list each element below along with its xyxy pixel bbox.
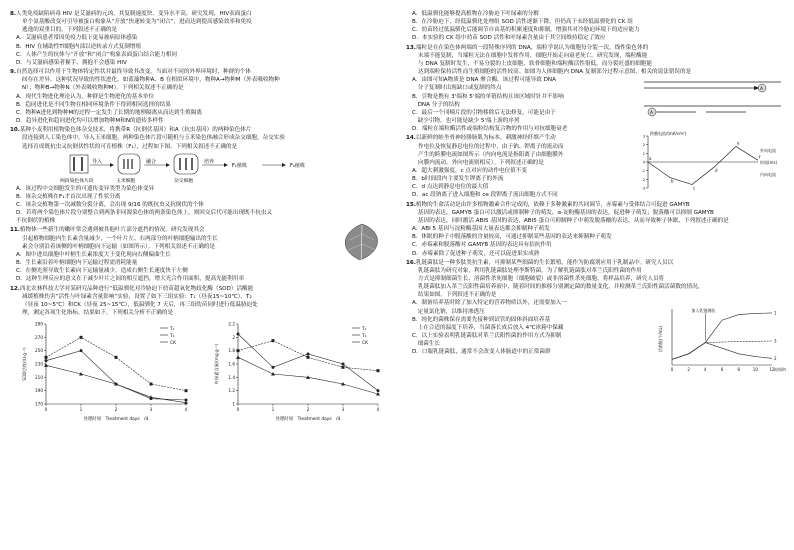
arrow-label: 导入 [92, 158, 103, 165]
point-label: b [671, 178, 674, 184]
sod-chart [18, 318, 203, 424]
x-tick-label: 4 [376, 407, 380, 413]
y-axis-label: SOD活性/(U·g⁻¹) [22, 347, 27, 381]
question-15 [406, 201, 786, 258]
data-point [45, 359, 48, 362]
time-label: 时间(ms) [760, 160, 778, 166]
data-point [237, 349, 240, 352]
series-line [238, 334, 378, 391]
question-stem: 端粒是在在染色体两端的一段特殊序列的 DNA，端粒学说认为细胞每分裂一次，线性染色体的 [415, 44, 649, 51]
legend-label: CK [170, 341, 176, 347]
question-stem: N）；物种B→物种N（外表吸收物种M）。下列相关叙述不正确的是 [22, 85, 184, 92]
q12-charts [10, 318, 390, 424]
outward-label: 外向电流 [760, 148, 776, 154]
option-b: B．HIV 在辅助性T细胞内部以逆转录方式复制增殖 [16, 43, 141, 50]
data-point [307, 356, 310, 359]
question-10 [10, 126, 390, 225]
legend-label: CK [362, 341, 368, 347]
option-b: B．生长素沿着叶柄细胞内下运输过程需消耗能量 [16, 260, 138, 267]
question-stem: 素会分别沿着该侧的叶柄细胞向下运输（如图所示）。下列相关叙述不正确的是 [22, 243, 215, 250]
question-stem: 乳链菌肽加入革兰氏阳性菌培养液中，随着时间的推移分别测定菌的数量变化，并检测革兰氏阳性菌活菌数的情况， [418, 284, 704, 291]
option-b: B．纯化的菌株保存需要先接种到试管的固体斜面培养基 [412, 316, 551, 323]
option-b: B．趋同进化是不同生物在相同环境条件下得到相同选择的结果 [16, 101, 171, 108]
question-9 [10, 68, 390, 125]
question-stem: 逃逸的双重目的。下列叙述不正确的是 [22, 27, 118, 34]
chlorophyll-chart [210, 318, 395, 424]
question-number: 9. [10, 69, 17, 76]
x-axis-label: 时间/h [774, 366, 786, 372]
option-a: A．ABI 5 基因与淀粉酶基因大量表达都会抑制种子萌发 [412, 226, 550, 233]
x-tick-label: 2 [306, 407, 310, 413]
leaf-figure [336, 222, 388, 268]
result-label: F₂植株 [290, 162, 305, 169]
y-tick-label: 270 [35, 334, 43, 340]
x-tick-label: 1 [271, 407, 275, 413]
data-point [236, 355, 240, 359]
question-number: 12. [10, 285, 20, 292]
question-stem: 某种小麦利用植物染色体杂交技术，将携带R（抗倒伏基因）和A（抗虫基因）的两种染色体片 [19, 127, 252, 134]
series-line [672, 342, 772, 359]
option-d: D．赤霉素除了促进种子萌发，还可以促进果实成熟 [412, 250, 540, 257]
y-tick-label: 2 [642, 143, 645, 148]
question-stem: 向膜内流动，外向电流则相反）。下列叙述正确的是 [418, 159, 544, 166]
arrow-head [110, 163, 114, 167]
x-tick-label: 6 [720, 366, 724, 372]
option-b: B．该杂交植株在F₁才首次出现了性状分离 [16, 193, 121, 200]
arrow-label: 培养 [204, 158, 215, 165]
y-tick-label: 170 [35, 401, 43, 407]
y-tick-label: 290 [35, 321, 43, 327]
question-number: 13. [406, 44, 416, 51]
hybridization-svg [10, 151, 390, 185]
x-tick-label: 4 [184, 407, 188, 413]
question-stem: 乳链菌肽为研究对象，利用乳链菌肽处理李斯特菌，为了解乳链菌肽对革兰氏阳性菌的作用 [418, 267, 642, 274]
question-stem: 方式是抑制细菌生长、溶菌性杀死细胞（细胞破裂）或非溶菌性杀死细胞，将样品培养，研究人员将 [418, 276, 665, 282]
legend-label: T₁ [362, 327, 367, 333]
question-stem: 乳链菌肽是一种多肽类抗生素，可抑制某些细菌的生长繁殖，能作为防腐剂应用于乳制品中。研究人员以 [415, 259, 674, 266]
option-c: C．人体产生的抗体与“开放”和“闭合”构象表面蛋白结合能力相同 [16, 51, 177, 58]
question-number: 10. [10, 127, 20, 134]
data-point [271, 372, 275, 376]
x-tick-label: 12 [769, 366, 775, 372]
question-stem: 自然选择可以作用于生物体特定性状并最终导致其改变。当面对不同的外界环境时，种群的个体 [16, 69, 251, 76]
x-axis-label: 处理时间 Treatment days /d [83, 417, 149, 423]
question-number: 15. [406, 201, 416, 208]
question-number: 16. [406, 259, 416, 266]
y-tick-label: 2 [232, 334, 235, 340]
option-c: C．最后一个冈崎片段的引物移除后无法修复，可能是由于 [412, 109, 556, 116]
option-c: C．赤霉素和脱落酸对 GAMYB 基因的表达具有拮抗作用 [412, 242, 552, 249]
series-label: 3 [774, 338, 777, 344]
data-point [80, 336, 83, 339]
question-13 [406, 44, 786, 137]
option-a: A．低温驯化能够提高植物在冷胁迫下叶绿素的分解 [412, 11, 539, 17]
question-12 [10, 285, 390, 318]
option-d-cont: 不抗倒伏的植株 [16, 218, 56, 225]
y-tick-label: 230 [35, 361, 43, 367]
x-tick-label: 3 [341, 407, 345, 413]
y-tick-label: 1.8 [228, 348, 235, 354]
question-stem: 基因的表达，GAMYB 蛋白可以激活或抑制种子的萌发，α-淀粉酶基因的表达，促进种子萌发；脱落酸可以抑制 GAMYB [418, 209, 714, 216]
question-number: 14. [406, 135, 416, 142]
legend-label: T₁ [170, 327, 175, 333]
series-label: 1 [774, 310, 777, 316]
option-c: C．在侧光照导致生长素向下运输量减少，造成右侧生长速度快于左侧 [16, 268, 188, 275]
inward-label: 内向电流 [760, 172, 776, 178]
question-8 [10, 10, 390, 67]
option-d: D．本实验的 CK 组中幼苗 SOD 活性和叶绿素含量由于其空间维持稳定了效应 [412, 35, 606, 42]
data-point [342, 363, 345, 366]
result-label: F₁植株 [232, 162, 247, 169]
series-line [672, 313, 772, 359]
x-tick-label: 0 [236, 407, 240, 413]
hybridization-diagram [10, 151, 390, 185]
y-tick-label: 1.4 [228, 374, 235, 380]
option-b-cont: 上在合适的温度下培养，当菌落长成后放入 4℃冰箱中保藏 [412, 324, 564, 331]
option-c-cont: 细菌生长 [412, 341, 440, 348]
option-d: D．这种生理反应的意义在于减少叶片之间的相互遮挡，增大光合作用面积，提高光能利用率 [16, 276, 245, 283]
enzyme-label: A [650, 110, 654, 116]
option-c: C．以上实验表明乳链菌肽对革兰氏阳性菌的作用方式为抑制 [412, 333, 562, 340]
y-axis-label: 跨膜电流/(mA/cm²) [650, 131, 687, 137]
right-column [406, 10, 786, 372]
option-b: B．休眠的种子中脱落酸的含量较高，可通过抑制某些基因的表达来抑制种子萌发 [412, 234, 612, 241]
x-tick-label: 10 [752, 366, 758, 372]
option-c: C．d 点达到静息电位的最大值 [412, 184, 489, 191]
point-label: f [759, 154, 761, 160]
option-c: C．物种A进化到物种M的过程一定发生了长期的地理隔离从而达到生殖隔离 [16, 109, 202, 116]
series-line [238, 341, 378, 371]
y-tick-label: 2.2 [228, 321, 235, 327]
question-stem: 作电位及恢复静息电位的过程中，由于钠、钾离子的流动而 [418, 143, 564, 150]
y-tick-label: 1.2 [228, 388, 235, 394]
option-c: C．幼苗经过低温驯化后能调节自由基的积累速度和抑制，增强其对冷胁迫环境下的适应能力 [412, 27, 640, 34]
arrow-head [224, 163, 228, 167]
left-column [10, 10, 390, 424]
y-tick-label: 1.6 [228, 361, 235, 367]
x-tick-label: 3 [149, 407, 153, 413]
option-c: C．该杂交植物第一次减数分裂分离，会出现 9/16 的既抗虫又抗倒伏的个体 [16, 201, 204, 208]
question-stem: 与 DNA 复制时发生，不易分裂的上皮细胞，软骨细胞和端粒酶活性很低，而分裂旺盛的细胞能 [418, 60, 653, 67]
y-tick-label: 1 [642, 152, 645, 157]
option-d: D．与艾滋病感染者握手、拥抱不会感染 HIV [16, 59, 127, 66]
figure-caption: 两段染色体片段 [60, 178, 94, 184]
legend-label: T₂ [170, 334, 175, 340]
question-stem: 末端不能复制，当端粒无法在细胞中发挥作用，细胞开始走向衰老死亡。研究发现，端粒酶能 [418, 52, 648, 59]
question-stem: 选择育成既抗虫又抗倒伏性状的可育植株（F₁），过程如下图。下列相关叙述不正确的是 [22, 143, 238, 150]
data-point [377, 389, 380, 392]
question-stem: 达到端粒保持活性而生殖细胞的活性较高。如图为人体细胞内 DNA 复制部分过程示意图，相关的说法错误的是 [418, 69, 692, 76]
point-label: d [715, 168, 718, 174]
bacteria-count-chart [656, 303, 786, 379]
data-point [45, 356, 48, 359]
figure-caption: 杂交细胞 [174, 178, 194, 184]
y-tick-label: -1 [641, 169, 645, 174]
option-d: D．若将两个染色体片段分别整合到两条非同源染色体的两条染色体上，则回交后代可能出现既不抗虫又 [16, 210, 273, 217]
option-a: A．艾滋病患者常因免疫力低下更易被病原体感染 [16, 35, 138, 42]
question-stem: 植物的生命活动是由许多植物激素合作完成的，依赖于多种激素的共同调节，赤霉素与受体结合可促进 GAMYB [415, 201, 690, 208]
question-stem: 以新鲜的蛙坐骨神经腓肠肌为标本，刺激神经纤维产生动 [415, 135, 556, 142]
data-point [150, 383, 153, 386]
membrane-current-chart [636, 130, 786, 196]
y-tick-label: 210 [35, 374, 43, 380]
question-stem: 单个氨基酸改变可引导被蛋白构象从“开放”快速转变为“闭合”，进而达到提高感染效率和免疫 [22, 19, 252, 26]
option-a: A．超大刺激强度，c 点对应的动作电位值不变 [412, 167, 527, 174]
option-a: A．制备培养基时除了加入特定的营养物质以外，还需要加入一 [412, 300, 567, 307]
arrow-head [166, 163, 170, 167]
question-stem: 植物体一些新生的嫩叶常会遇到被其他叶片部分遮挡的情况。研究发现其会 [19, 227, 205, 234]
point-label: e [737, 140, 740, 146]
option-a-cont: 定量氯化钠，以维持渗透压 [412, 308, 485, 315]
question-12-options [406, 10, 786, 43]
question-number: 11. [10, 227, 20, 234]
option-a: A．图中进出细胞中叶柄生长素浓度大于变化现向右侧偏曲生长 [16, 251, 171, 258]
y-axis-label: 活菌数(个/mL) [658, 325, 663, 352]
question-stem: 引起植物细胞内生长素含量减少，一个叶片左、右两部分的叶柄细胞输出的生长 [22, 235, 218, 242]
legend-label: T₂ [362, 334, 367, 340]
x-tick-label: 2 [687, 366, 690, 372]
y-tick-label: 190 [35, 388, 43, 394]
data-point [342, 366, 345, 369]
data-point [237, 333, 240, 336]
y-tick-label: 3 [642, 134, 645, 139]
question-stem: 间存在差异。这种状况导致的性状进化，如蓝藻物种A、B 在相似环境中，物种A→物种M（外表吸收物种 [22, 77, 280, 84]
data-point [272, 366, 275, 369]
series-label: 2 [774, 355, 777, 361]
option-a-cont: 分子复制时出现缺口或复制的终点 [412, 85, 502, 92]
question-stem: 减缓植株伤害”活性与叶绿素含量影响”实验，设置了如下三组实验：T₁（昼夜15~10℃）、T₂ [22, 293, 252, 300]
option-a: A．由图可知A物质是 DNA 聚合酶，该过程可能导致 DNA [412, 77, 556, 84]
option-b: B．引物是携有 3'端和 5'端的单链结构且该区域时针并不影响 [412, 93, 564, 100]
data-point [307, 353, 310, 356]
question-stem: 结果如图。下列叙述不正确的是 [418, 292, 497, 299]
x-tick-label: 2 [114, 407, 118, 413]
x-tick-label: 0 [670, 366, 674, 372]
option-b: B．b时间段内主要发生钾离子的外流 [412, 176, 504, 183]
question-number: 8. [10, 11, 17, 17]
question-16 [406, 259, 786, 372]
question-stem: 理，测定各项生化指标，结果如下。下列相关分析不正确的是 [22, 310, 174, 316]
data-point [185, 389, 188, 392]
option-d: D．端粒在端粒酶活性或端粒结构复合物的作用与对抗细胞衰老 [412, 126, 568, 133]
point-label: a [649, 156, 652, 162]
question-stem: 西北农林科技大学对某研究品种进行“低温驯化对冷胁迫下幼苗超氧化物歧化酶（SOD）活酶能 [19, 285, 254, 292]
y-tick-label: -3 [641, 186, 645, 191]
x-tick-label: 0 [44, 407, 48, 413]
arrow-label: 融合 [146, 158, 157, 165]
option-a: A．现代生物进化理论认为，种群是生物进化的基本单位 [16, 93, 155, 100]
current-curve [648, 147, 758, 185]
data-point [272, 339, 275, 342]
added-label: 加入乳链菌肽 [691, 307, 716, 313]
y-tick-label: 250 [35, 348, 43, 354]
option-d: D．口服乳链菌肽，通常不会改变人体肠道中的正常菌群 [412, 349, 551, 356]
data-point [80, 349, 83, 352]
option-a: A．该过程中交细胞发生的可遗传变异类型为染色体变异 [16, 185, 155, 192]
enzyme-label: A [760, 86, 764, 92]
y-tick-label: 0 [642, 160, 645, 165]
option-b: B．在冷胁迫下，经低温驯化处理组 SOD 活性逐渐下降，但仍高于未经低温驯化的 CK 组 [412, 19, 633, 26]
x-tick-label: 8 [737, 366, 740, 372]
question-14 [406, 131, 786, 199]
question-stem: 段连接到人工染色体中，导入玉米细胞。两种染色体片段可随机与玉米染色体融合形成杂交细胞，杂交实验 [22, 135, 285, 142]
data-point [115, 356, 118, 359]
option-c-cont: 缺少引物，也可能是缺少 5'端上游的序列 [412, 118, 520, 125]
data-point [377, 369, 380, 372]
question-stem: （昼夜 10~5℃）和CK（昼夜 25~15℃），低温驯化 7 天后，再三组幼苗同时进行低温胁迫处 [22, 301, 258, 308]
corn-cell [118, 154, 140, 174]
x-tick-label: 4 [704, 366, 707, 372]
fragment-box [70, 155, 88, 173]
option-d: D．趋异进化和趋同进化均可以增加物种M和N的遗传多样性 [16, 118, 164, 125]
y-tick-label: -2 [641, 178, 645, 183]
question-stem: 基因的表达，同时激活 ABI5 基因的表达，ABI5 蛋白可抑制种子中萌发脱落酸的表达，从而导致种子休眠，下列叙述正确的是 [418, 217, 729, 224]
arrow-head [282, 163, 286, 167]
question-stem: 产生的跨膜电流如图所示（内向电流是指阳离子由细胞膜外 [418, 151, 564, 158]
y-axis-label: 叶绿素含量/(mg·g⁻¹) [214, 344, 219, 385]
y-tick-label: 1 [232, 401, 235, 407]
x-axis-label: 处理时间 Treatment days /d [275, 417, 341, 423]
question-stem: 人类免疫缺陷病毒 HIV 是艾滋病的元凶，其复制速度快、变异水平高。研究发现，HIV表面蛋白 [16, 11, 252, 17]
option-b-cont: DNA 分子的结构 [412, 101, 460, 108]
point-label: c [693, 185, 696, 191]
dna-replication-figure [636, 74, 786, 124]
figure-caption: 玉米细胞 [116, 178, 136, 184]
option-d: D．ac 段钠离子进入细胞和 ce 段钾离子流出细胞方式不同 [412, 192, 558, 199]
x-tick-label: 1 [79, 407, 83, 413]
question-11 [10, 226, 390, 283]
